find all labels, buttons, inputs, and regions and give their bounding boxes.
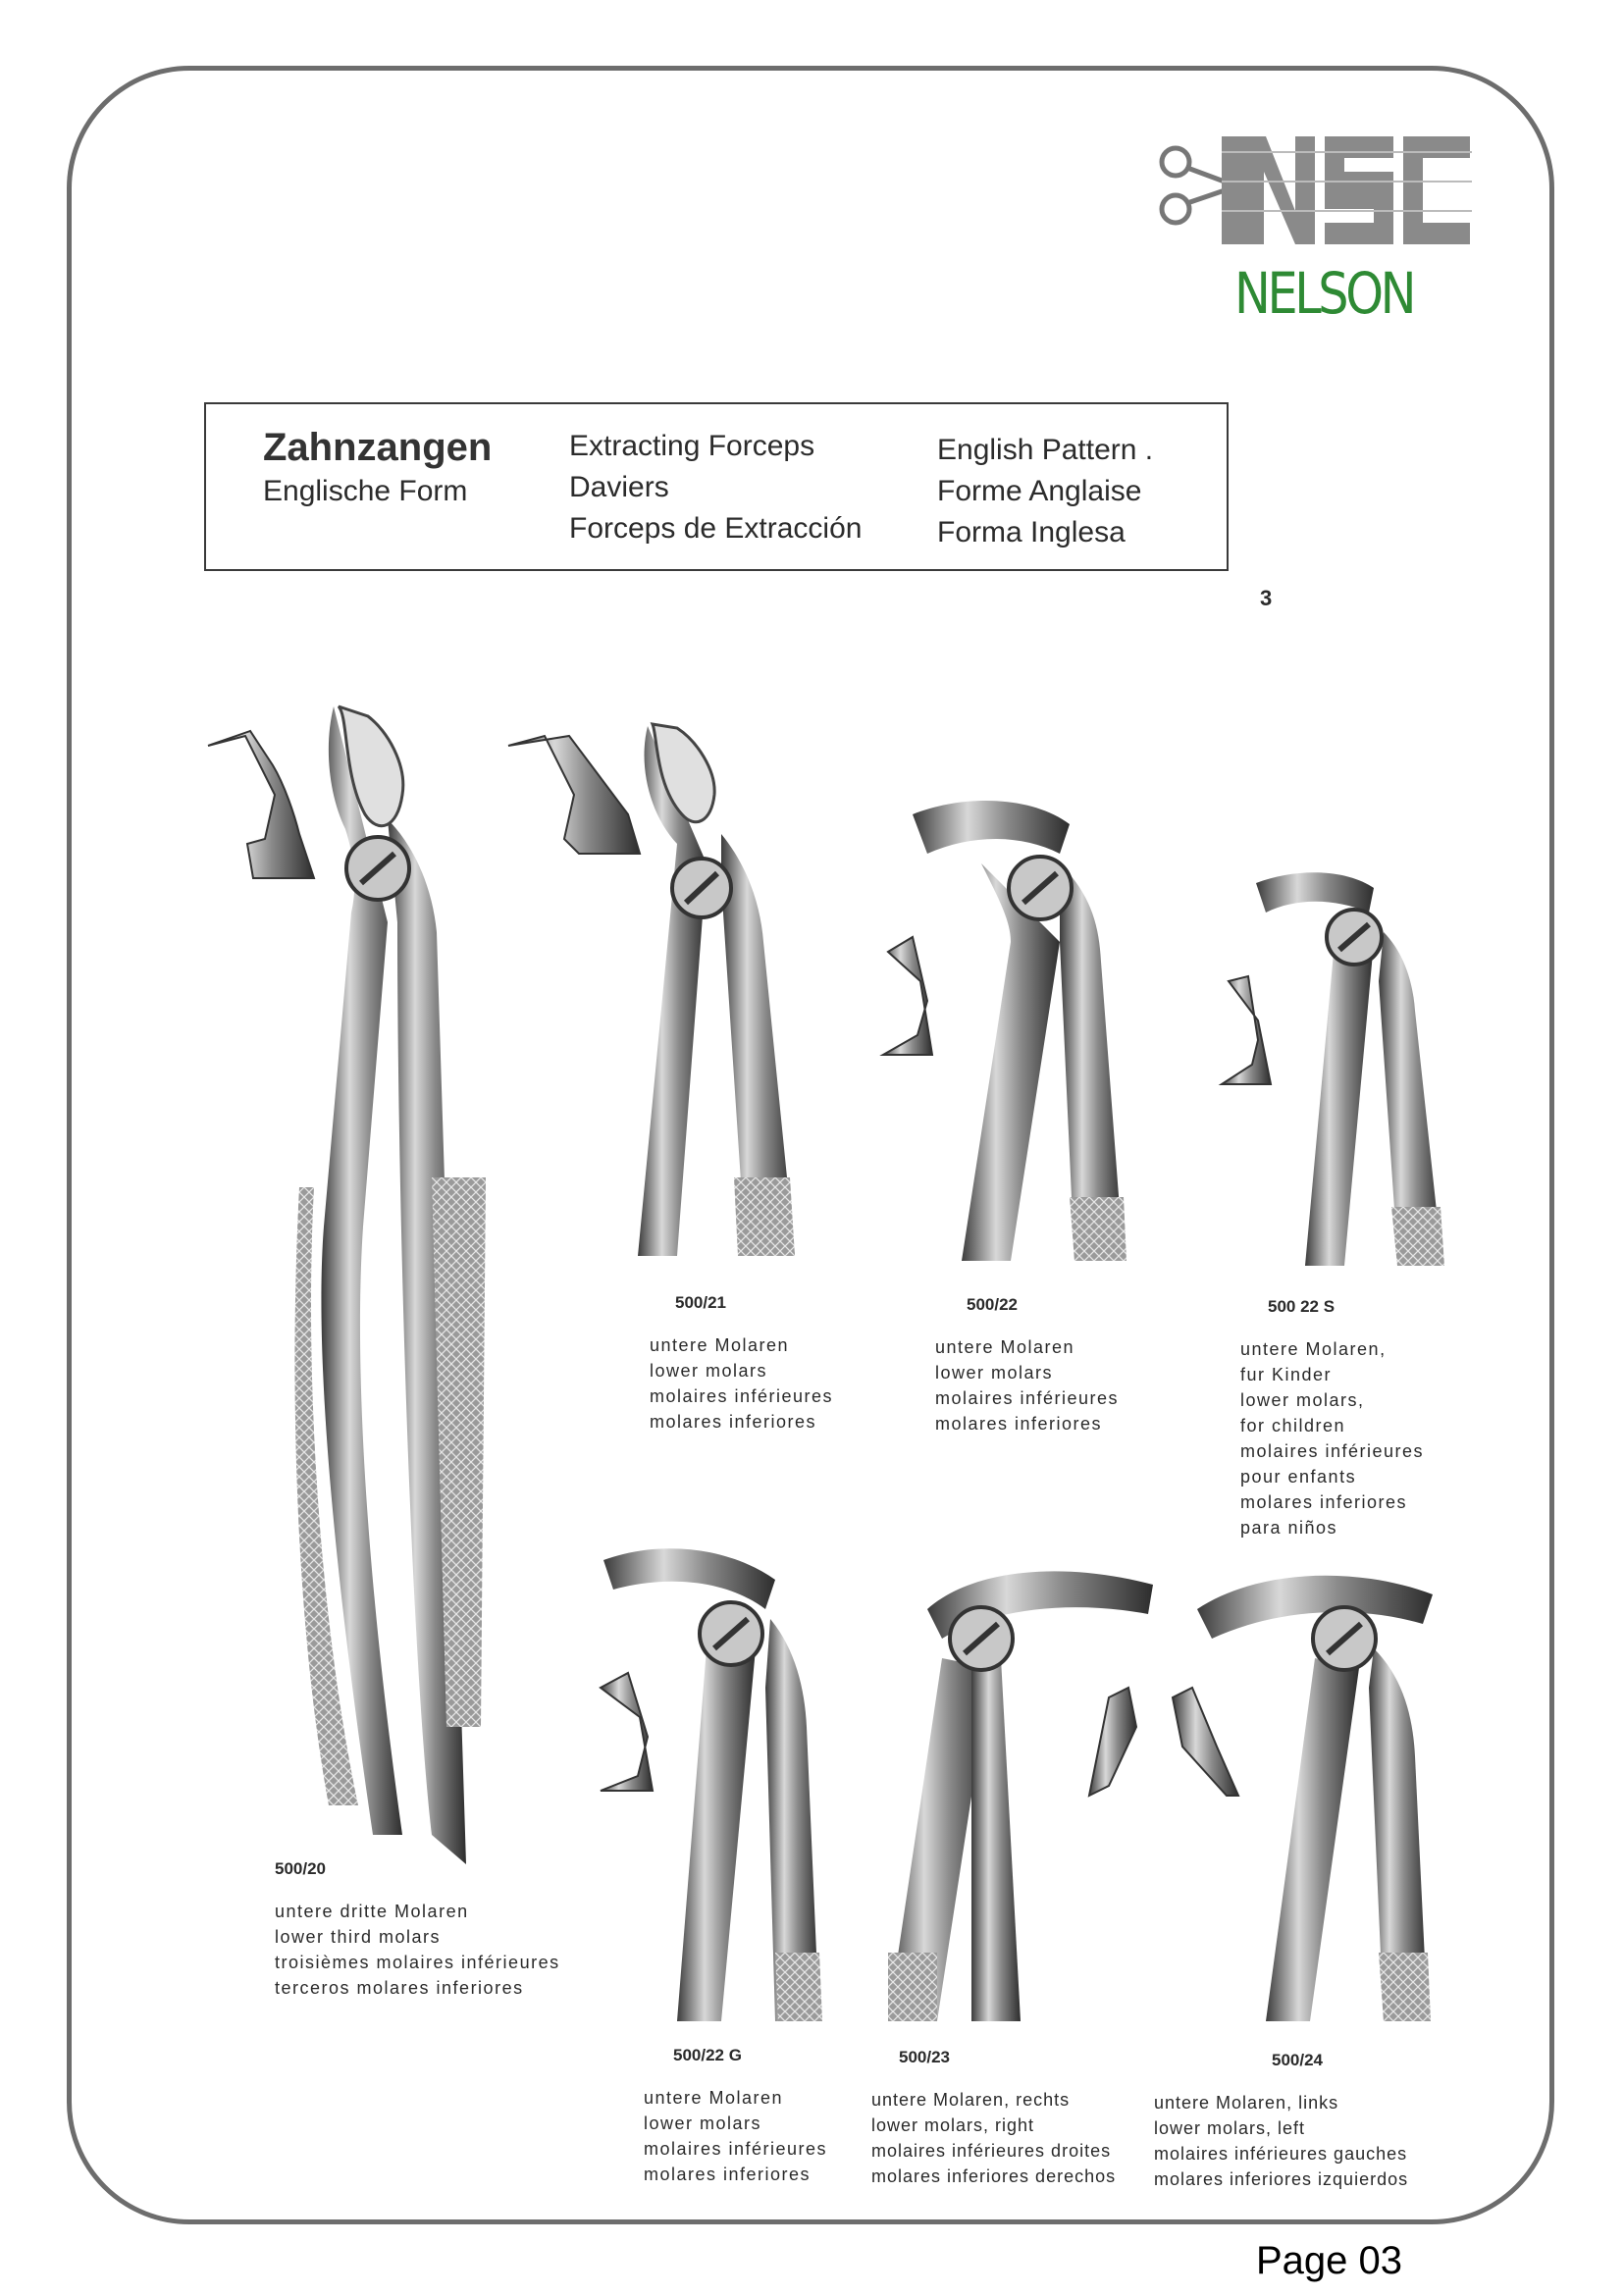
footer-page-label: Page 03	[1256, 2239, 1403, 2282]
product-desc-line: untere Molaren, rechts	[871, 2090, 1071, 2110]
title-mid-line: Extracting Forceps	[569, 430, 815, 462]
title-mid-line: Forceps de Extracción	[569, 512, 863, 545]
product-500-22-g	[644, 2046, 827, 2187]
product-desc-line: molaires inférieures	[650, 1386, 834, 1406]
title-right-line: English Pattern .	[937, 434, 1154, 466]
product-desc-line: molares inferiores	[644, 2165, 812, 2184]
product-desc-line: molaires inférieures gauches	[1154, 2144, 1408, 2164]
product-desc-line: molares inferiores derechos	[871, 2166, 1117, 2186]
product-desc-line: molaires inférieures	[644, 2139, 828, 2159]
product-desc-line: lower molars	[644, 2113, 762, 2133]
product-500-23	[871, 2048, 1116, 2189]
forceps-500-24-icon	[1173, 1576, 1433, 2021]
product-desc-line: molaires inférieures	[935, 1388, 1120, 1408]
product-code: 500 22 S	[1268, 1297, 1336, 1316]
product-desc-line: lower molars, left	[1154, 2118, 1306, 2138]
forceps-500-20-icon	[208, 706, 486, 1864]
title-main: Zahnzangen	[263, 426, 493, 469]
product-desc-line: pour enfants	[1240, 1467, 1357, 1487]
product-desc-line: molares inferiores	[1240, 1492, 1408, 1512]
product-desc-line: fur Kinder	[1240, 1365, 1333, 1384]
product-desc-line: lower third molars	[275, 1927, 442, 1947]
product-desc-line: untere Molaren,	[1240, 1339, 1387, 1359]
product-500-21	[650, 1293, 833, 1435]
section-number: 3	[1260, 586, 1273, 610]
product-desc-line: terceros molares inferiores	[275, 1978, 524, 1998]
product-desc-line: troisièmes molaires inférieures	[275, 1953, 560, 1972]
product-code: 500/23	[899, 2048, 950, 2066]
product-code: 500/22	[967, 1295, 1018, 1314]
title-german-sub: Englische Form	[263, 475, 468, 507]
product-desc-line: lower molars,	[1240, 1390, 1365, 1410]
product-desc-line: para niños	[1240, 1518, 1338, 1538]
product-desc-line: molares inferiores	[650, 1412, 817, 1432]
product-desc-line: for children	[1240, 1416, 1346, 1435]
product-500-24	[1154, 2051, 1408, 2192]
title-mid-line: Daviers	[569, 471, 669, 503]
product-desc-line: untere Molaren	[935, 1337, 1075, 1357]
product-desc-line: molaires inférieures droites	[871, 2141, 1112, 2161]
forceps-500-23-icon	[888, 1571, 1153, 2021]
product-desc-line: molares inferiores izquierdos	[1154, 2169, 1409, 2189]
nelson-wordmark: NELSON	[1234, 260, 1414, 327]
forceps-500-22-g-icon	[601, 1548, 822, 2021]
product-code: 500/24	[1272, 2051, 1323, 2069]
product-desc-line: molaires inférieures	[1240, 1441, 1425, 1461]
product-500-22	[935, 1295, 1119, 1436]
title-right-line: Forme Anglaise	[937, 475, 1142, 507]
forceps-500-22-s-icon	[1222, 872, 1444, 1266]
product-500-20	[275, 1859, 560, 2001]
title-right-line: Forma Inglesa	[937, 516, 1126, 548]
product-code: 500/20	[275, 1859, 326, 1878]
product-code: 500/21	[675, 1293, 726, 1312]
product-desc-line: untere dritte Molaren	[275, 1902, 469, 1921]
product-desc-line: untere Molaren	[644, 2088, 784, 2108]
forceps-500-21-icon	[508, 724, 795, 1256]
product-desc-line: untere Molaren, links	[1154, 2093, 1339, 2113]
product-desc-line: lower molars, right	[871, 2115, 1035, 2135]
product-desc-line: untere Molaren	[650, 1335, 790, 1355]
product-desc-line: molares inferiores	[935, 1414, 1103, 1434]
product-500-22-s	[1240, 1297, 1424, 1540]
forceps-500-22-icon	[883, 801, 1126, 1261]
product-code: 500/22 G	[673, 2046, 742, 2064]
product-desc-line: lower molars	[650, 1361, 768, 1381]
product-desc-line: lower molars	[935, 1363, 1054, 1383]
